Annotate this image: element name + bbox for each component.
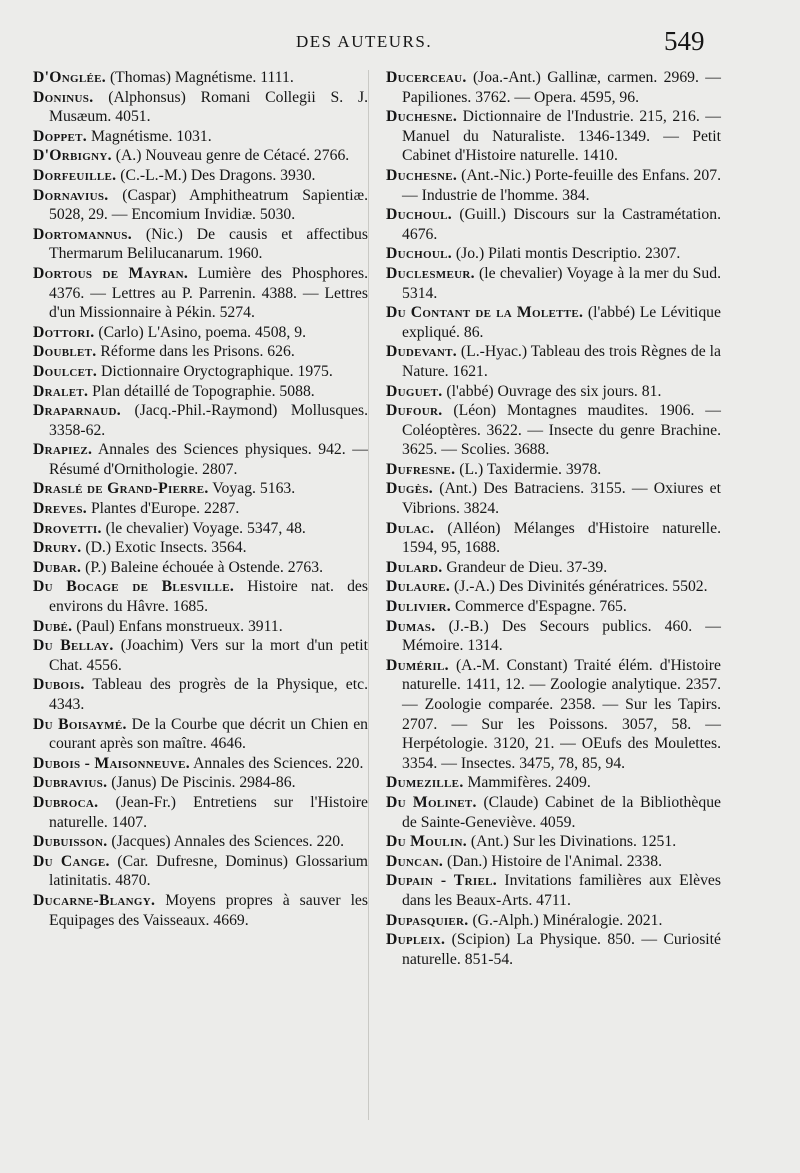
- author-name: Dumas.: [386, 617, 436, 635]
- index-entry: [33, 558, 368, 578]
- index-entry: [386, 519, 721, 558]
- index-entry: [33, 68, 368, 88]
- author-name: Dulac.: [386, 519, 435, 537]
- author-name: Dubois.: [33, 676, 85, 694]
- author-name: Dubé.: [33, 617, 73, 635]
- entry-works: (L.) Taxidermie. 3978.: [455, 460, 602, 478]
- author-name: Dorfeuille.: [33, 166, 117, 184]
- entry-works: De la Courbe que décrit un Chien en courant après son maître. 4646.: [49, 715, 369, 753]
- author-name: Drovetti.: [33, 519, 102, 537]
- page-header: [0, 26, 800, 64]
- entry-works: (Scipion) La Physique. 850. — Curiosité naturelle. 851-54.: [402, 931, 721, 968]
- entry-works: (Ant.) Sur les Divinations. 1251.: [467, 833, 677, 851]
- entry-works: (Claude) Cabinet de la Bibliothèque de Sainte-Geneviève. 4059.: [402, 793, 722, 831]
- index-entry: [386, 617, 721, 656]
- author-name: Draparnaud.: [33, 402, 122, 420]
- entry-works: (J.-B.) Des Secours publics. 460. — Mémoire. 1314.: [402, 617, 721, 655]
- entry-works: Plan détaillé de Topographie. 5088.: [88, 382, 315, 400]
- entry-works: Annales des Sciences. 220.: [190, 754, 364, 772]
- index-entry: [33, 675, 368, 714]
- index-entry: [33, 832, 368, 852]
- author-name: Du Moulin.: [386, 833, 467, 851]
- index-entry: [33, 793, 368, 832]
- entry-works: (P.) Baleine échouée à Ostende. 2763.: [81, 558, 324, 576]
- author-name: Dugès.: [386, 480, 434, 498]
- author-name: Ducarne-Blangy.: [33, 891, 156, 909]
- author-name: Dubravius.: [33, 774, 108, 792]
- index-entry: [386, 401, 721, 460]
- entry-works: Grandeur de Dieu. 37-39.: [442, 558, 608, 576]
- author-name: Du Molinet.: [386, 793, 477, 811]
- index-entry: [386, 382, 721, 402]
- author-name: D'Onglée.: [33, 69, 107, 86]
- index-entry: [33, 440, 368, 479]
- author-name: Du Bocage de Blesville.: [33, 578, 235, 596]
- author-name: Dornavius.: [33, 186, 109, 204]
- author-name: Dubois - Maisonneuve.: [33, 754, 191, 772]
- index-entry: [386, 656, 721, 774]
- author-name: Duncan.: [386, 852, 444, 870]
- entry-works: (Ant.) Des Batraciens. 3155. — Oxiures et Vibrions. 3824.: [402, 480, 721, 518]
- author-name: Duchoul.: [386, 245, 452, 263]
- author-name: Dubar.: [33, 558, 82, 576]
- author-name: Du Boisaymé.: [33, 715, 127, 733]
- entry-works: (Caspar) Amphitheatrum Sapientiæ. 5028, 29. — Encomium Invidiæ. 5030.: [49, 186, 368, 224]
- index-entry: [33, 773, 368, 793]
- index-entry: [386, 342, 721, 381]
- entry-works: (Dan.) Histoire de l'Animal. 2338.: [443, 852, 662, 870]
- entry-works: (Janus) De Piscinis. 2984-86.: [107, 774, 296, 792]
- index-entry: [33, 146, 368, 166]
- author-name: Duchesne.: [386, 166, 458, 184]
- index-entry: [33, 382, 368, 402]
- index-entry: [386, 793, 721, 832]
- entry-works: (Jean-Fr.) Entretiens sur l'Histoire naturelle. 1407.: [49, 793, 368, 831]
- index-entry: [33, 225, 368, 264]
- index-entry: [386, 460, 721, 480]
- index-entry: [386, 597, 721, 617]
- index-entry: [33, 852, 368, 891]
- author-name: Duguet.: [386, 382, 443, 400]
- entry-works: Histoire nat. des environs du Hâvre. 1685.: [49, 578, 368, 616]
- index-entry: [33, 264, 368, 323]
- entry-works: Plantes d'Europe. 2287.: [87, 500, 240, 518]
- index-column-right: [386, 68, 721, 969]
- entry-works: (J.-A.) Des Divinités génératrices. 5502.: [450, 578, 708, 596]
- author-name: Duchesne.: [386, 108, 458, 126]
- index-entry: [386, 558, 721, 578]
- author-name: Dreves.: [33, 500, 88, 518]
- author-name: Dupleix.: [386, 931, 446, 949]
- index-entry: [33, 891, 368, 930]
- index-entry: [33, 342, 368, 362]
- author-name: Dupasquier.: [386, 911, 469, 929]
- index-entry: [33, 636, 368, 675]
- index-entry: [33, 538, 368, 558]
- entry-works: (G.-Alph.) Minéralogie. 2021.: [468, 911, 663, 929]
- entry-works: Tableau des progrès de la Physique, etc. 4343.: [49, 676, 368, 713]
- author-name: Duclesmeur.: [386, 264, 475, 282]
- index-entry: [386, 577, 721, 597]
- author-name: Dulaure.: [386, 578, 451, 596]
- author-name: Dulivier.: [386, 598, 452, 616]
- entry-works: Dictionnaire Oryctographique. 1975.: [97, 362, 333, 380]
- entry-works: (Nic.) De causis et affectibus Thermarum Belilucanarum. 1960.: [49, 225, 368, 263]
- index-entry: [33, 323, 368, 343]
- index-column-left: [33, 68, 368, 930]
- author-name: Dortomannus.: [33, 225, 132, 243]
- index-entry: [33, 754, 368, 774]
- entry-works: Dictionnaire de l'Industrie. 215, 216. — Manuel du Naturaliste. 1346-1349. — Petit Cabinet d'Histoire naturelle. 1410.: [402, 108, 721, 165]
- index-entry: [33, 617, 368, 637]
- entry-works: (Paul) Enfans monstrueux. 3911.: [72, 617, 283, 635]
- author-name: Dudevant.: [386, 343, 457, 361]
- entry-works: (L.-Hyac.) Tableau des trois Règnes de la Nature. 1621.: [402, 343, 721, 380]
- page-number: 549: [664, 26, 705, 56]
- entry-works: (Thomas) Magnétisme. 1111.: [106, 69, 294, 86]
- entry-works: (Alphonsus) Romani Collegii S. J. Musæum. 4051.: [49, 88, 368, 126]
- index-entry: [33, 127, 368, 147]
- index-entry: [33, 88, 368, 127]
- entry-works: (le chevalier) Voyage à la mer du Sud. 5314.: [402, 264, 721, 302]
- index-entry: [33, 479, 368, 499]
- index-entry: [386, 166, 721, 205]
- entry-works: (Ant.-Nic.) Porte-feuille des Enfans. 207. — Industrie de l'homme. 384.: [402, 166, 721, 204]
- index-entry: [33, 519, 368, 539]
- entry-works: (l'abbé) Ouvrage des six jours. 81.: [442, 382, 662, 400]
- author-name: Doppet.: [33, 127, 88, 145]
- entry-works: Commerce d'Espagne. 765.: [451, 598, 627, 616]
- author-name: D'Orbigny.: [33, 147, 112, 165]
- entry-works: Lumière des Phosphores. 4376. — Lettres au P. Parrenin. 4388. — Lettres d'un Missionnaire à Pékin. 5274.: [49, 264, 368, 322]
- entry-works: (Jo.) Pilati montis Descriptio. 2307.: [451, 245, 681, 263]
- author-name: Dumezille.: [386, 774, 464, 792]
- author-name: Drapiez.: [33, 441, 93, 459]
- entry-works: Voyag. 5163.: [208, 480, 296, 498]
- entry-works: Magnétisme. 1031.: [87, 127, 212, 145]
- author-name: Dubuisson.: [33, 833, 108, 851]
- author-name: Dufresne.: [386, 460, 456, 478]
- index-entry: [386, 479, 721, 518]
- author-name: Dortous de Mayran.: [33, 264, 189, 282]
- entry-works: (A.) Nouveau genre de Cétacé. 2766.: [111, 147, 350, 165]
- entry-works: (Jacques) Annales des Sciences. 220.: [107, 833, 345, 851]
- author-name: Du Cange.: [33, 852, 110, 870]
- author-name: Draslé de Grand-Pierre.: [33, 480, 209, 498]
- index-entry: [33, 186, 368, 225]
- entry-works: (le chevalier) Voyage. 5347, 48.: [101, 519, 306, 537]
- author-name: Dulard.: [386, 558, 443, 576]
- index-entry: [386, 264, 721, 303]
- index-entry: [33, 362, 368, 382]
- author-name: Duméril.: [386, 656, 449, 674]
- entry-works: (Joa.-Ant.) Gallinæ, carmen. 2969. — Papiliones. 3762. — Opera. 4595, 96.: [402, 69, 721, 106]
- entry-works: (l'abbé) Le Lévitique expliqué. 86.: [402, 304, 721, 341]
- entry-works: (Léon) Montagnes maudites. 1906. — Coléoptères. 3622. — Insecte du genre Brachine. 3625. — Scolies. 3688.: [402, 402, 721, 459]
- index-entry: [386, 107, 721, 166]
- entry-works: (Alléon) Mélanges d'Histoire naturelle. 1594, 95, 1688.: [402, 519, 721, 557]
- author-name: Doublet.: [33, 343, 97, 361]
- entry-works: (Jacq.-Phil.-Raymond) Mollusques. 3358-62.: [49, 402, 368, 439]
- index-entry: [33, 166, 368, 186]
- entry-works: Moyens propres à sauver les Equipages des Vaisseaux. 4669.: [49, 891, 368, 929]
- index-entry: [386, 205, 721, 244]
- entry-works: (Guill.) Discours sur la Castramétation. 4676.: [402, 206, 721, 243]
- author-name: Doninus.: [33, 88, 94, 106]
- author-name: Duchoul.: [386, 206, 452, 224]
- entry-works: (D.) Exotic Insects. 3564.: [81, 539, 247, 557]
- running-head: DES AUTEURS.: [296, 32, 433, 51]
- entry-works: (C.-L.-M.) Des Dragons. 3930.: [116, 166, 316, 184]
- index-entry: [386, 773, 721, 793]
- entry-works: Mammifères. 2409.: [463, 774, 591, 792]
- author-name: Ducerceau.: [386, 69, 467, 86]
- index-entry: [386, 244, 721, 264]
- index-entry: [386, 911, 721, 931]
- index-entry: [33, 401, 368, 440]
- entry-works: (A.-M. Constant) Traité élém. d'Histoire naturelle. 1411, 12. — Zoologie analytique. 2357. — Zoologie comparée. 2358. — Sur les Tapirs. 2707. — Sur les Poissons. 3057, 58. — Herpétologie. 3120, 21. — OEufs des Moulettes. 3354. — Insectes. 3475, 78, 85, 94.: [402, 656, 721, 772]
- author-name: Dubroca.: [33, 793, 99, 811]
- index-entry: [33, 577, 368, 616]
- author-name: Drury.: [33, 539, 82, 557]
- entry-works: Réforme dans les Prisons. 626.: [96, 343, 295, 361]
- entry-works: (Joachim) Vers sur la mort d'un petit Chat. 4556.: [49, 637, 369, 674]
- entry-works: (Car. Dufresne, Dominus) Glossarium latinitatis. 4870.: [49, 852, 368, 890]
- author-name: Dupain - Triel.: [386, 872, 497, 890]
- index-entry: [386, 871, 721, 910]
- index-entry: [33, 499, 368, 519]
- author-name: Dralet.: [33, 382, 89, 400]
- entry-works: Annales des Sciences physiques. 942. — Résumé d'Ornithologie. 2807.: [49, 441, 368, 478]
- author-name: Du Bellay.: [33, 637, 114, 655]
- index-entry: [386, 832, 721, 852]
- column-divider: [368, 70, 369, 1120]
- index-entry: [386, 930, 721, 969]
- entry-works: (Carlo) L'Asino, poema. 4508, 9.: [94, 323, 306, 341]
- index-entry: [386, 852, 721, 872]
- author-name: Dottori.: [33, 323, 95, 341]
- index-entry: [386, 303, 721, 342]
- author-name: Dufour.: [386, 402, 443, 420]
- index-entry: [33, 715, 368, 754]
- author-name: Du Contant de la Molette.: [386, 304, 584, 322]
- index-entry: [386, 68, 721, 107]
- author-name: Doulcet.: [33, 362, 98, 380]
- entry-works: Invitations familières aux Elèves dans les Beaux-Arts. 4711.: [402, 872, 721, 909]
